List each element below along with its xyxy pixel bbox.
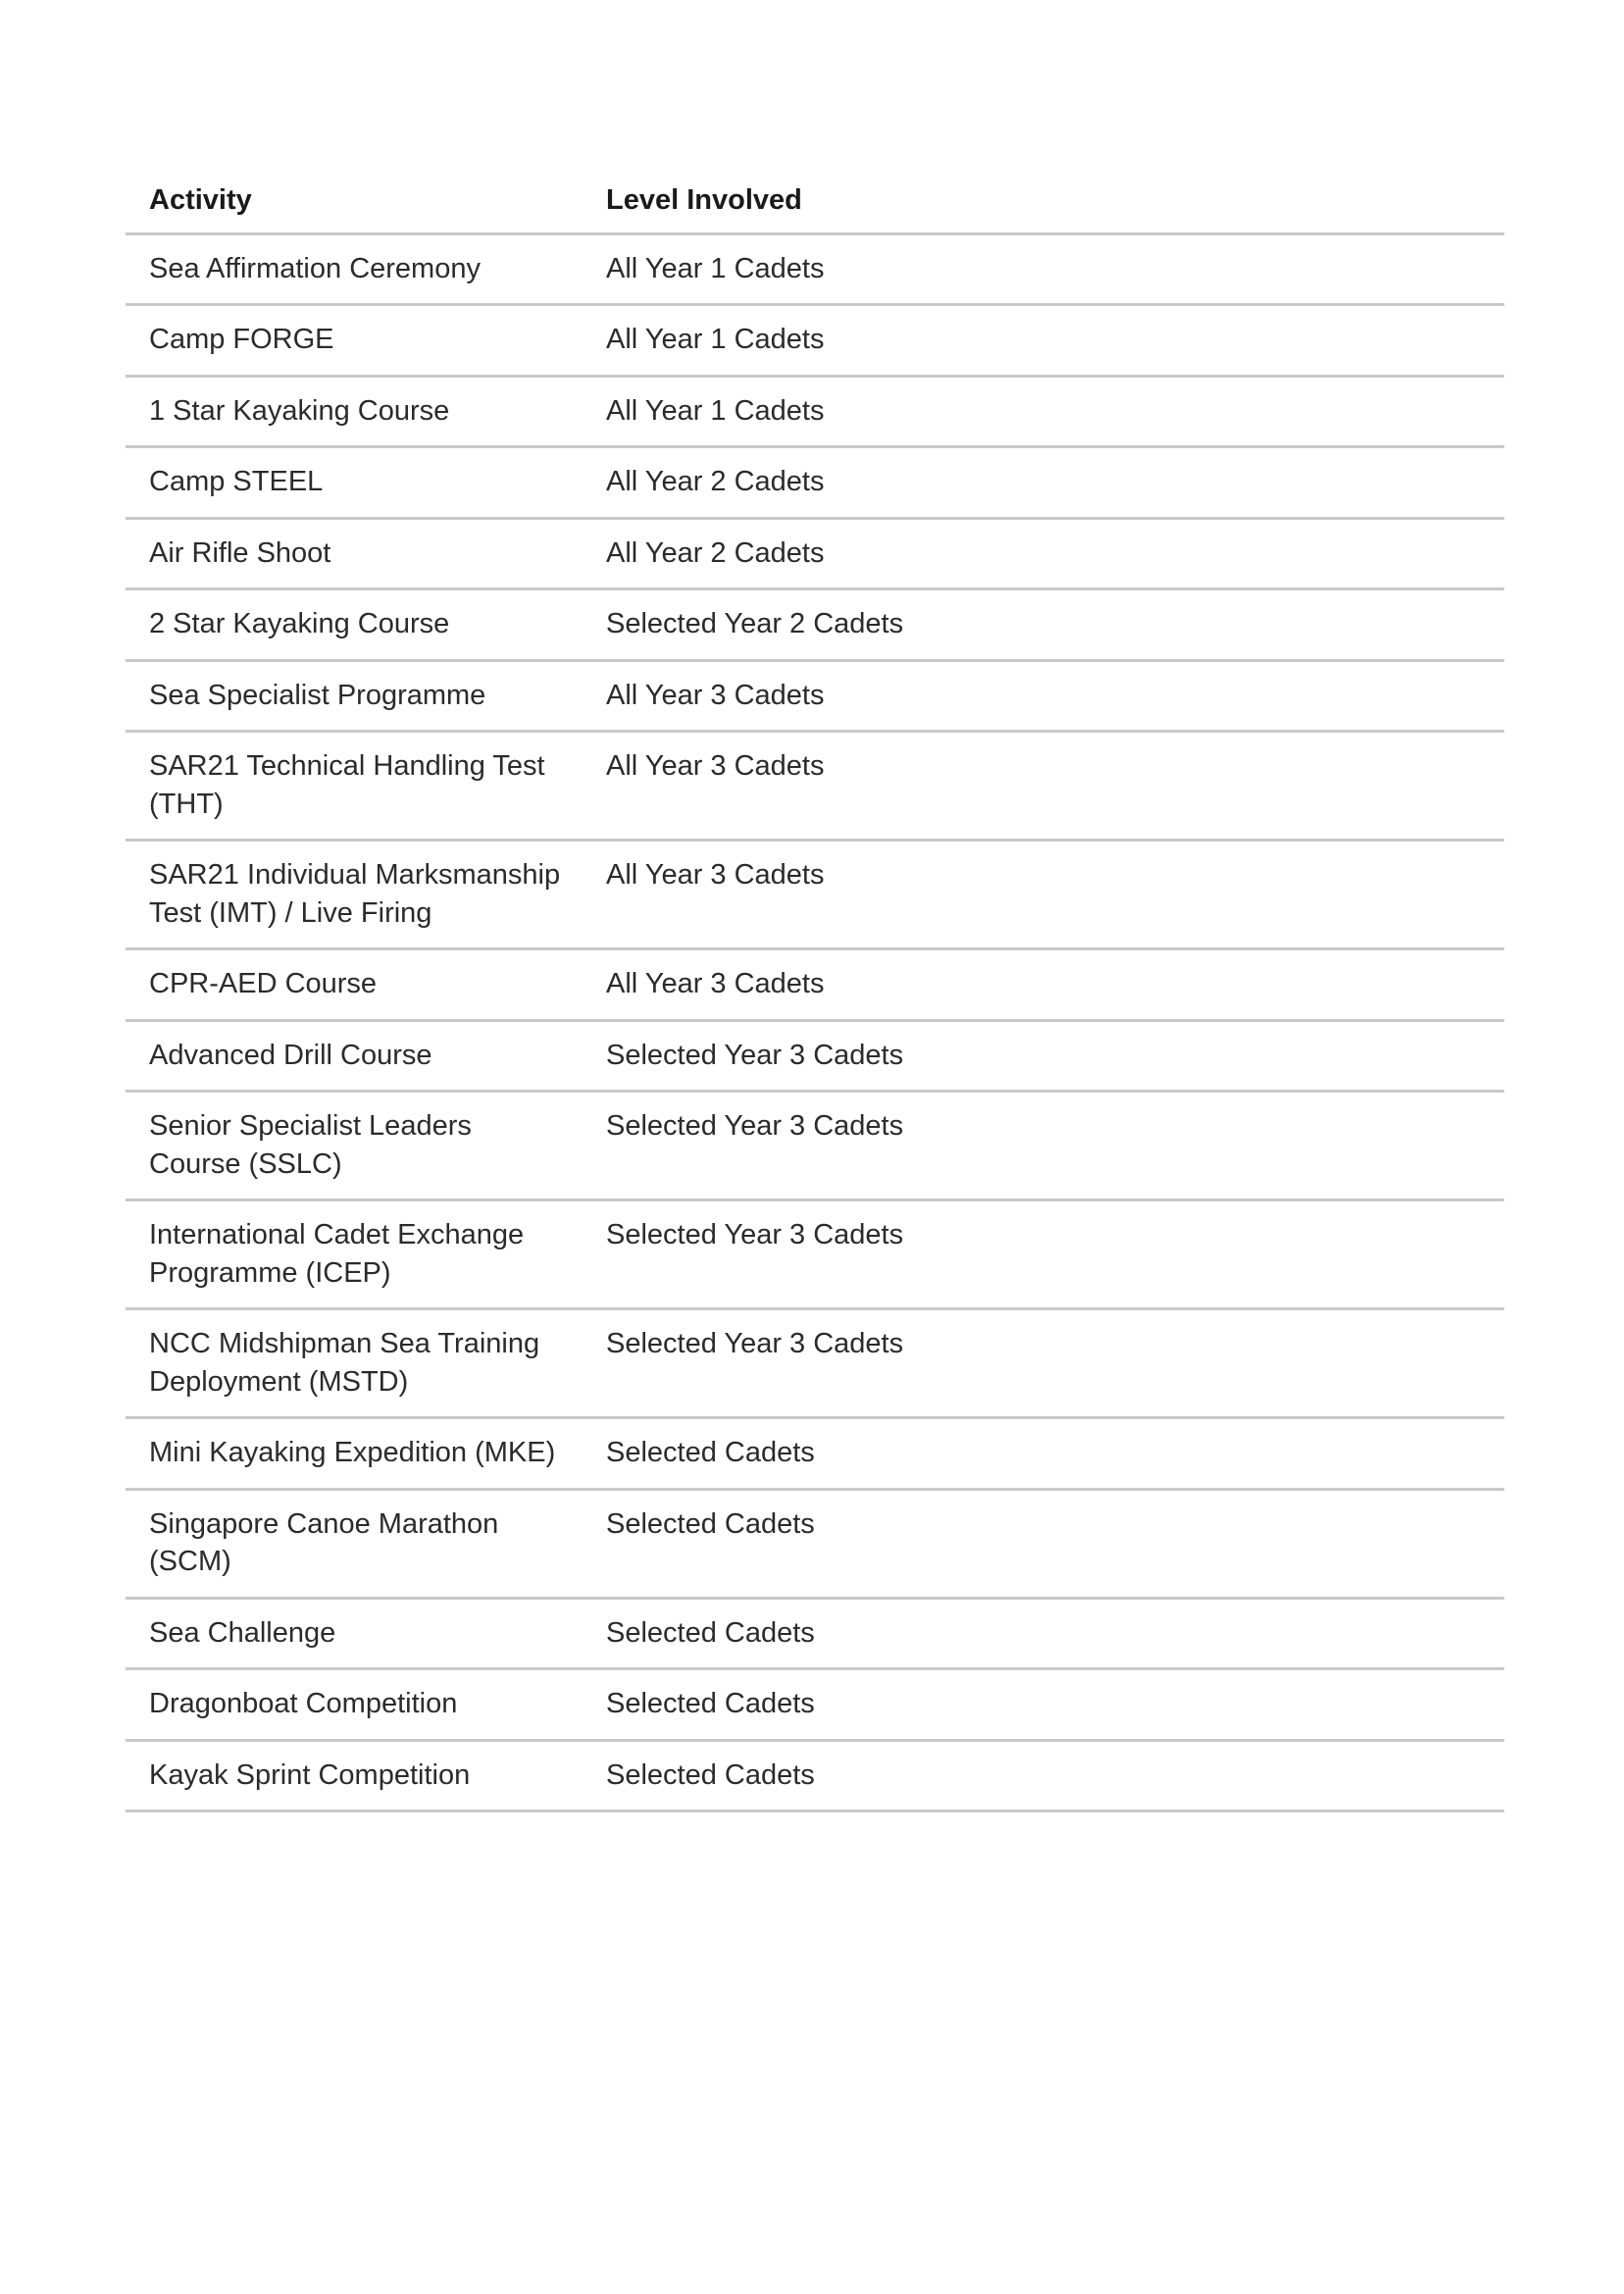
table-row <box>126 305 1504 377</box>
activity-cell: Advanced Drill Course <box>126 1020 583 1092</box>
activity-cell: Camp STEEL <box>126 447 583 519</box>
level-cell: All Year 1 Cadets <box>583 233 1504 305</box>
level-cell: All Year 1 Cadets <box>583 305 1504 377</box>
level-cell: All Year 1 Cadets <box>583 376 1504 447</box>
activity-cell: 1 Star Kayaking Course <box>126 376 583 447</box>
level-cell: Selected Year 2 Cadets <box>583 589 1504 661</box>
level-cell: Selected Year 3 Cadets <box>583 1309 1504 1418</box>
activity-cell: Kayak Sprint Competition <box>126 1740 583 1811</box>
activities-table <box>126 147 1504 1812</box>
level-cell: All Year 2 Cadets <box>583 447 1504 519</box>
table-header <box>126 147 1504 233</box>
header-level-involved: Level Involved <box>583 147 1504 233</box>
table-row <box>126 1020 1504 1092</box>
header-row <box>126 147 1504 233</box>
activity-cell: Sea Specialist Programme <box>126 660 583 732</box>
activity-cell: Singapore Canoe Marathon (SCM) <box>126 1489 583 1598</box>
activity-cell: 2 Star Kayaking Course <box>126 589 583 661</box>
activity-cell: Camp FORGE <box>126 305 583 377</box>
level-cell: Selected Cadets <box>583 1598 1504 1669</box>
activity-cell: Sea Challenge <box>126 1598 583 1669</box>
table-row <box>126 732 1504 841</box>
activity-cell: NCC Midshipman Sea Training Deployment (MSTD) <box>126 1309 583 1418</box>
level-cell: Selected Cadets <box>583 1740 1504 1811</box>
activity-cell: SAR21 Technical Handling Test (THT) <box>126 732 583 841</box>
activity-cell: Senior Specialist Leaders Course (SSLC) <box>126 1092 583 1200</box>
table-row <box>126 841 1504 949</box>
table-row <box>126 1489 1504 1598</box>
level-cell: All Year 2 Cadets <box>583 518 1504 589</box>
table-body <box>126 233 1504 1811</box>
table-row <box>126 1092 1504 1200</box>
activity-cell: Sea Affirmation Ceremony <box>126 233 583 305</box>
level-cell: Selected Cadets <box>583 1669 1504 1741</box>
table-row <box>126 233 1504 305</box>
table-row <box>126 1418 1504 1490</box>
activity-cell: CPR-AED Course <box>126 949 583 1021</box>
header-activity: Activity <box>126 147 583 233</box>
table-row <box>126 949 1504 1021</box>
level-cell: All Year 3 Cadets <box>583 660 1504 732</box>
level-cell: Selected Cadets <box>583 1489 1504 1598</box>
table-row <box>126 660 1504 732</box>
table-row <box>126 447 1504 519</box>
activity-cell: International Cadet Exchange Programme (ICEP) <box>126 1200 583 1309</box>
level-cell: Selected Year 3 Cadets <box>583 1200 1504 1309</box>
table-row <box>126 1740 1504 1811</box>
table-row <box>126 376 1504 447</box>
level-cell: Selected Year 3 Cadets <box>583 1092 1504 1200</box>
activity-cell: Dragonboat Competition <box>126 1669 583 1741</box>
level-cell: All Year 3 Cadets <box>583 732 1504 841</box>
level-cell: Selected Year 3 Cadets <box>583 1020 1504 1092</box>
activity-cell: SAR21 Individual Marksmanship Test (IMT) / Live Firing <box>126 841 583 949</box>
table-row <box>126 1669 1504 1741</box>
activity-cell: Air Rifle Shoot <box>126 518 583 589</box>
table-row <box>126 1200 1504 1309</box>
activity-cell: Mini Kayaking Expedition (MKE) <box>126 1418 583 1490</box>
level-cell: Selected Cadets <box>583 1418 1504 1490</box>
table-row <box>126 589 1504 661</box>
table-row <box>126 1309 1504 1418</box>
level-cell: All Year 3 Cadets <box>583 949 1504 1021</box>
level-cell: All Year 3 Cadets <box>583 841 1504 949</box>
table-row <box>126 1598 1504 1669</box>
table-row <box>126 518 1504 589</box>
